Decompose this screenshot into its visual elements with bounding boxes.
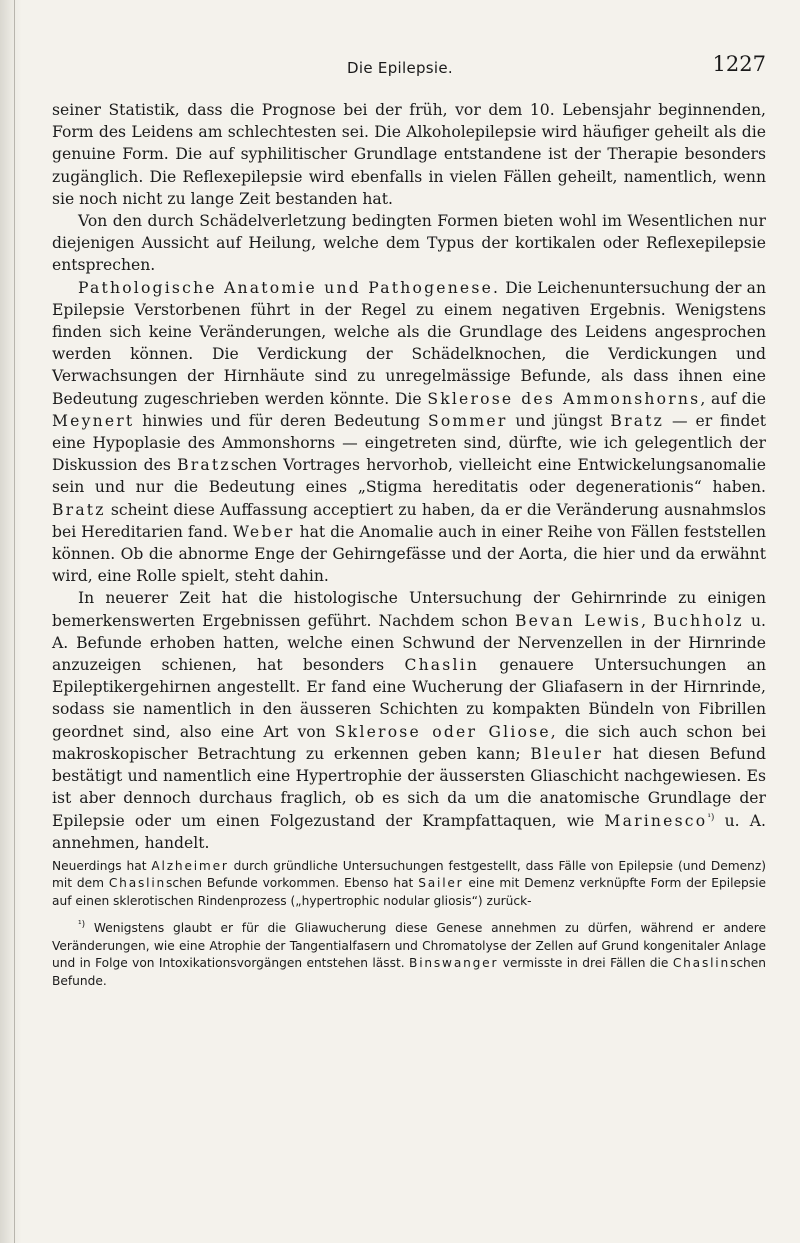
- paragraph-prognosis: [52, 99, 766, 210]
- paragraph-pathological-anatomy: [52, 277, 766, 588]
- spaced-emphasis: Bratz: [610, 411, 665, 430]
- page-header: [0, 0, 800, 84]
- text-run: hat diesen Befund bestätigt und namentlich eine Hypertrophie der äussersten Gliaschicht nachgewiesen. Es ist aber dennoch durchaus fraglich, ob es sich da um die anatomische Grundlage der Epilepsie oder um einen Folgezustand der Krampfattaquen, wie: [52, 744, 766, 830]
- text-run: schen Befunde.: [52, 956, 766, 988]
- text-run: , die sich auch schon bei makroskopischer Betrachtung zu erkennen geben kann;: [52, 722, 767, 763]
- paragraph-histology: [52, 587, 766, 853]
- page-number: 1227: [712, 52, 766, 76]
- spaced-emphasis: Meynert: [52, 411, 135, 430]
- spaced-emphasis: Sommer: [427, 411, 508, 430]
- text-column: [52, 99, 766, 990]
- spaced-emphasis: Chaslin: [404, 656, 480, 675]
- footnote: [52, 920, 766, 990]
- text-run: seiner Statistik, dass die Prognose bei der früh, vor dem 10. Lebensjahr beginnenden, Form des Leidens am schlechtesten sei. Die Alkoholepilepsie wird häufiger geheilt als die genuine Form. Die auf syphilitischer Grundlage entstandene ist der Therapie besonders zugänglich. Die Reflexepilepsie wird ebenfalls in vielen Fällen geheilt, namentlich, wenn sie noch nicht zu lange Zeit bestanden hat.: [52, 101, 766, 208]
- spaced-emphasis: Alzheimer: [151, 858, 229, 873]
- text-run: schen Vortrages hervorhob, vielleicht eine Entwickelungsanomalie sein und nur die Bedeutung eines „Stigma hereditatis oder degenerationis“ haben.: [52, 456, 766, 497]
- running-head: Die Epilepsie.: [347, 59, 453, 77]
- footnote-marker: ¹): [78, 920, 86, 931]
- spaced-emphasis: Bratz: [177, 456, 231, 475]
- spaced-emphasis: Buchholz: [653, 611, 744, 630]
- text-run: Von den durch Schädelverletzung bedingten Formen bieten wohl im Wesentlichen nur diejenigen Aussicht auf Heilung, welche dem Typus der kortikalen oder Reflexepilepsie entsprechen.: [52, 212, 766, 275]
- spaced-emphasis: Bleuler: [530, 744, 604, 763]
- spaced-emphasis: Marinesco: [604, 811, 708, 830]
- text-run: genauere Untersuchungen an Epileptikergehirnen angestellt. Er fand eine Wucherung der Gliafasern in der Hirnrinde, sodass sie namentlich in den äusseren Schichten zu kompakten Bündeln von Fibrillen geordnet sind, also eine Art von: [52, 656, 767, 741]
- spaced-emphasis: Sailer: [418, 876, 464, 891]
- text-run: hat die Anomalie auch in einer Reihe von Fällen feststellen können. Ob die abnorme Enge der Gehirngefässe und der Aorta, die hier und da erwähnt wird, eine Rolle spielt, steht dahin.: [52, 522, 766, 586]
- text-run: ,: [641, 611, 654, 630]
- paragraph-skull-injury: [52, 210, 766, 277]
- text-run: durch gründliche Untersuchungen festgestellt, dass Fälle von Epilepsie (und Demenz) mit dem: [52, 858, 766, 891]
- text-run: und jüngst: [507, 411, 611, 430]
- spaced-emphasis: Pathologische Anatomie und Pathogenese.: [78, 278, 501, 297]
- text-run: scheint diese Auffassung acceptiert zu haben, da er die Veränderung ausnahmslos bei Hereditarien fand.: [52, 500, 766, 541]
- spaced-emphasis: Weber: [232, 522, 295, 541]
- text-run: u. A. annehmen, handelt.: [52, 811, 766, 852]
- footnote-marker: ¹): [707, 812, 715, 823]
- text-run: hinwies und für deren Bedeutung: [134, 411, 428, 430]
- spaced-emphasis: Chaslin: [672, 956, 730, 971]
- paragraph-small-print: [52, 858, 766, 911]
- text-run: u. A. Befunde erhoben hatten, welche einen Schwund der Nervenzellen in der Hirnrinde anzuzeigen schienen, hat besonders: [52, 611, 766, 675]
- spaced-emphasis: Chaslin: [108, 876, 167, 891]
- text-run: Neuerdings hat: [52, 858, 152, 873]
- spaced-emphasis: Bevan Lewis: [514, 611, 642, 630]
- spaced-emphasis: Binswanger: [409, 956, 499, 971]
- text-run: Wenigstens glaubt er für die Gliawucherung diese Genese annehmen zu dürfen, während er andere Veränderungen, wie eine Atrophie der Tangentialfasern und Chromatolyse der Zellen auf Grund kongenitaler Anlage und in Folge von Intoxikationsvorgängen entstehen lässt.: [52, 921, 766, 971]
- text-run: eine mit Demenz verknüpfte Form der Epilepsie auf einen sklerotischen Rindenprozess („hypertrophic nodular gliosis“) zurück-: [52, 876, 766, 908]
- text-run: — er findet eine Hypoplasie des Ammonshorns — eingetreten sind, dürfte, wie ich gelegentlich der Diskussion des: [52, 411, 766, 475]
- text-run: , auf die: [700, 389, 767, 408]
- book-gutter: [0, 0, 22, 1243]
- text-run: Die Leichenuntersuchung der an Epilepsie Verstorbenen führt in der Regel zu einem negativen Ergebnis. Wenigstens finden sich keine Veränderungen, welche als die Grundlage des Leidens angesprochen werden können. Die Verdickung der Schädelknochen, die Verdickungen und Verwachsungen der Hirnhäute sind zu unregelmässige Befunde, als dass ihnen eine Bedeutung zugeschrieben werden könnte. Die: [52, 278, 766, 408]
- gutter-line: [14, 0, 15, 1243]
- spaced-emphasis: Sklerose des Ammonshorns: [427, 389, 701, 408]
- spaced-emphasis: Sklerose oder Gliose: [334, 722, 551, 741]
- text-run: schen Befunde vorkommen. Ebenso hat: [166, 876, 419, 891]
- text-run: vermisste in drei Fällen die: [498, 956, 673, 971]
- text-run: In neuerer Zeit hat die histologische Untersuchung der Gehirnrinde zu einigen bemerkenswerten Ergebnissen geführt. Nachdem schon: [52, 589, 766, 630]
- spaced-emphasis: Bratz: [52, 500, 106, 519]
